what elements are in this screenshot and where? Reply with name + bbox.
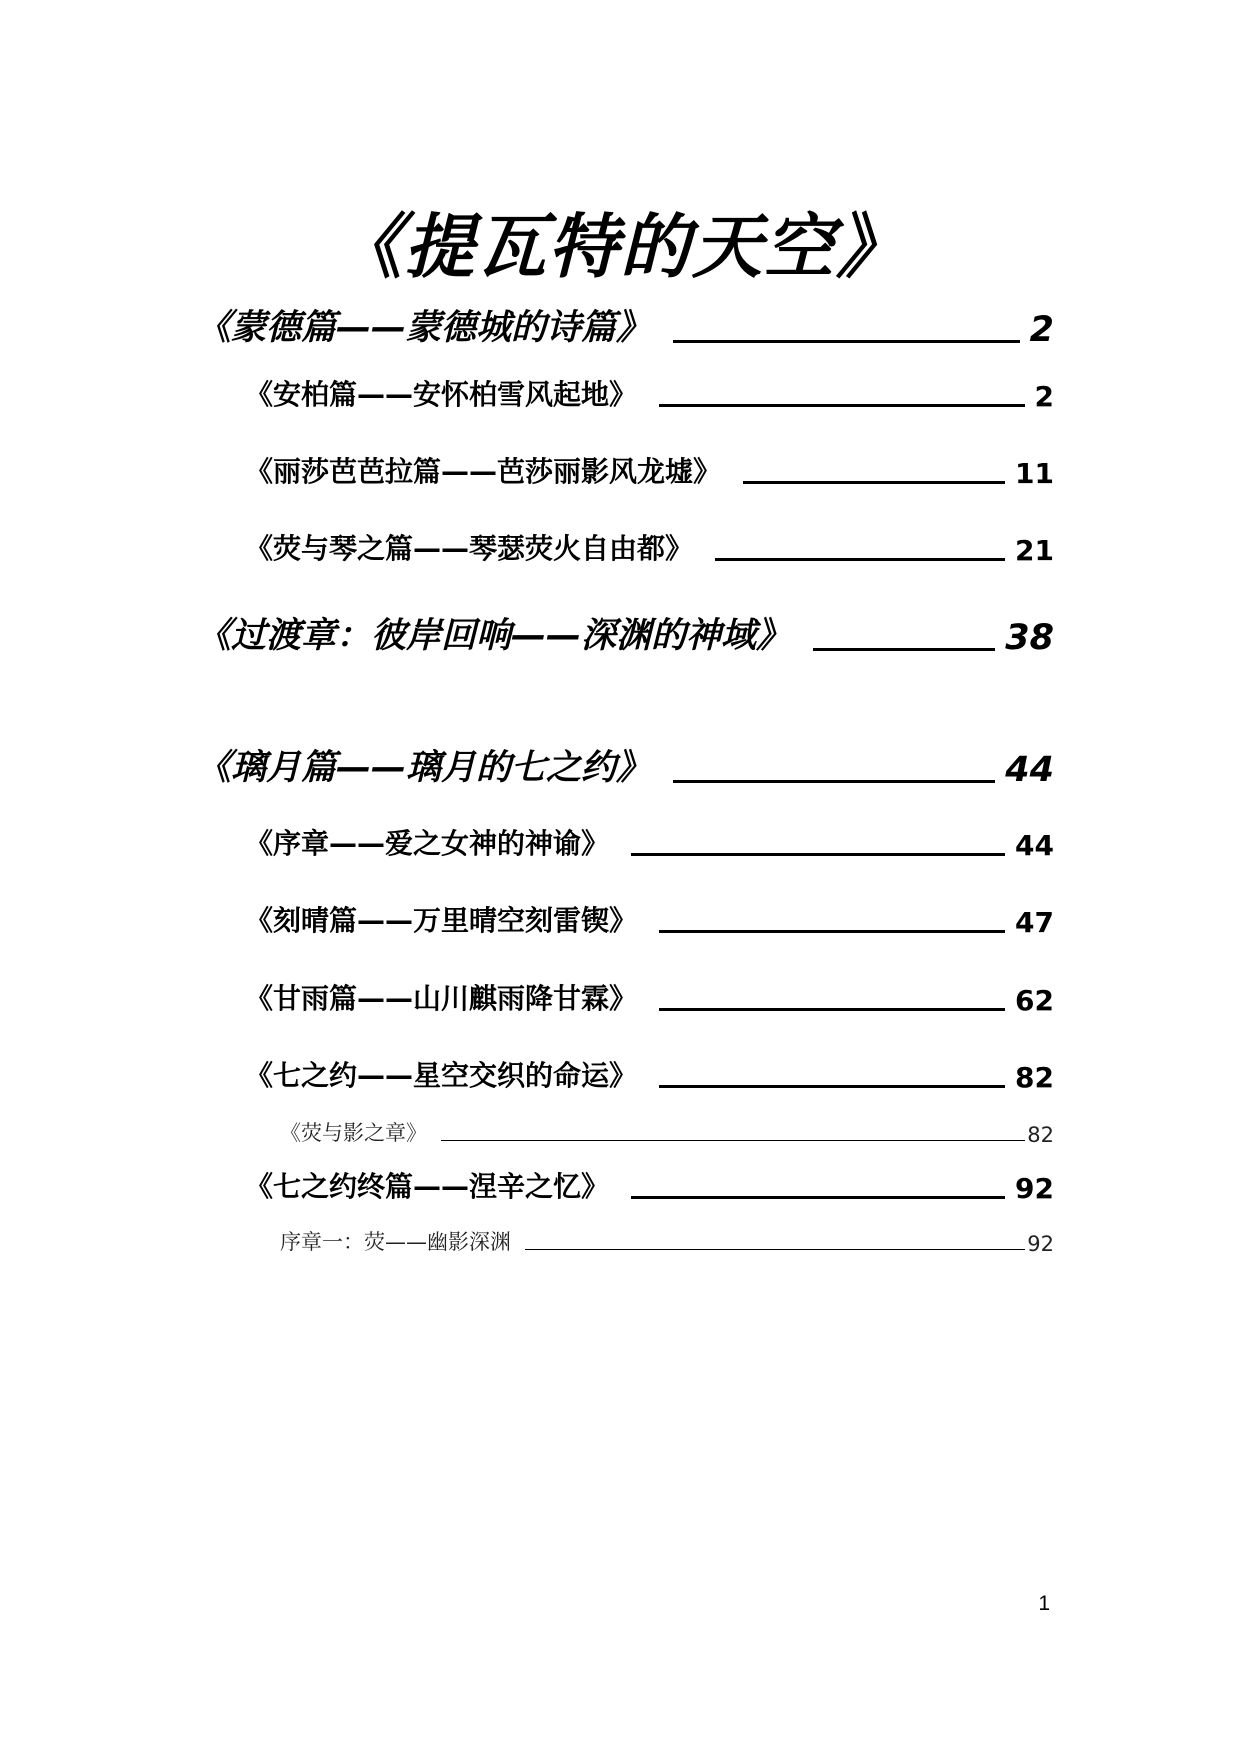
toc-entry-ganyu[interactable] — [245, 975, 1054, 1017]
toc-entry-transition[interactable] — [196, 608, 1054, 658]
toc-entry-lumine-shadow[interactable] — [280, 1115, 1054, 1147]
toc-entry-lisa-barbara[interactable] — [245, 448, 1054, 490]
toc-entry-page: 44 — [1015, 829, 1054, 862]
toc-entry-page: 62 — [1015, 984, 1054, 1017]
toc-entry-title: 《丽莎芭芭拉篇——芭莎丽影风龙墟》 — [245, 455, 722, 488]
toc-entry-prologue[interactable] — [245, 820, 1054, 862]
toc-entry-seven-pact-finale[interactable] — [245, 1163, 1054, 1205]
toc-leader-line — [659, 404, 1025, 407]
toc-entry-title: 《安柏篇——安怀柏雪风起地》 — [245, 378, 638, 411]
toc-entry-title: 《荧与影之章》 — [280, 1121, 427, 1145]
toc-entry-title: 《蒙德篇——蒙德城的诗篇》 — [196, 308, 652, 348]
toc-leader-line — [673, 780, 995, 783]
toc-entry-title: 序章一：荧——幽影深渊 — [280, 1230, 511, 1254]
toc-leader-line — [631, 1196, 1005, 1199]
toc-entry-title: 《璃月篇——璃月的七之约》 — [196, 748, 652, 788]
toc-entry-page: 2 — [1034, 380, 1054, 413]
toc-leader-line — [659, 1008, 1005, 1011]
toc-entry-page: 38 — [1005, 618, 1054, 658]
toc-leader-line — [441, 1140, 1025, 1141]
toc-entry-title: 《刻晴篇——万里晴空刻雷锲》 — [245, 904, 638, 937]
toc-entry-page: 82 — [1015, 1061, 1054, 1094]
toc-entry-keqing[interactable] — [245, 897, 1054, 939]
toc-leader-line — [673, 340, 1020, 343]
toc-entry-page: 92 — [1027, 1232, 1054, 1256]
toc-entry-mondstadt[interactable] — [196, 300, 1054, 350]
toc-entry-page: 11 — [1015, 457, 1054, 490]
toc-leader-line — [631, 853, 1005, 856]
toc-leader-line — [525, 1249, 1025, 1250]
toc-entry-page: 47 — [1015, 906, 1054, 939]
toc-entry-title: 《过渡章：彼岸回响——深渊的神域》 — [196, 616, 792, 656]
page-number: 1 — [1038, 1592, 1050, 1615]
toc-entry-seven-pact[interactable] — [245, 1052, 1054, 1094]
toc-entry-page: 92 — [1015, 1172, 1054, 1205]
document-title: 《提瓦特的天空》 — [332, 205, 908, 288]
toc-leader-line — [743, 481, 1005, 484]
toc-leader-line — [813, 648, 995, 651]
toc-entry-prologue-one[interactable] — [280, 1224, 1054, 1256]
toc-entry-page: 44 — [1005, 750, 1054, 790]
toc-entry-liyue[interactable] — [196, 740, 1054, 790]
toc-entry-title: 《序章——爱之女神的神谕》 — [245, 827, 610, 860]
toc-leader-line — [659, 1085, 1005, 1088]
toc-entry-page: 21 — [1015, 534, 1054, 567]
toc-leader-line — [715, 558, 1005, 561]
toc-entry-page: 82 — [1027, 1123, 1054, 1147]
toc-entry-title: 《七之约终篇——涅辛之忆》 — [245, 1170, 610, 1203]
toc-entry-title: 《七之约——星空交织的命运》 — [245, 1059, 638, 1092]
toc-entry-title: 《甘雨篇——山川麒雨降甘霖》 — [245, 982, 638, 1015]
toc-entry-page: 2 — [1029, 310, 1054, 350]
toc-entry-lumine-jean[interactable] — [245, 525, 1054, 567]
toc-leader-line — [659, 930, 1005, 933]
toc-entry-title: 《荧与琴之篇——琴瑟荧火自由都》 — [245, 532, 694, 565]
toc-entry-amber[interactable] — [245, 371, 1054, 413]
